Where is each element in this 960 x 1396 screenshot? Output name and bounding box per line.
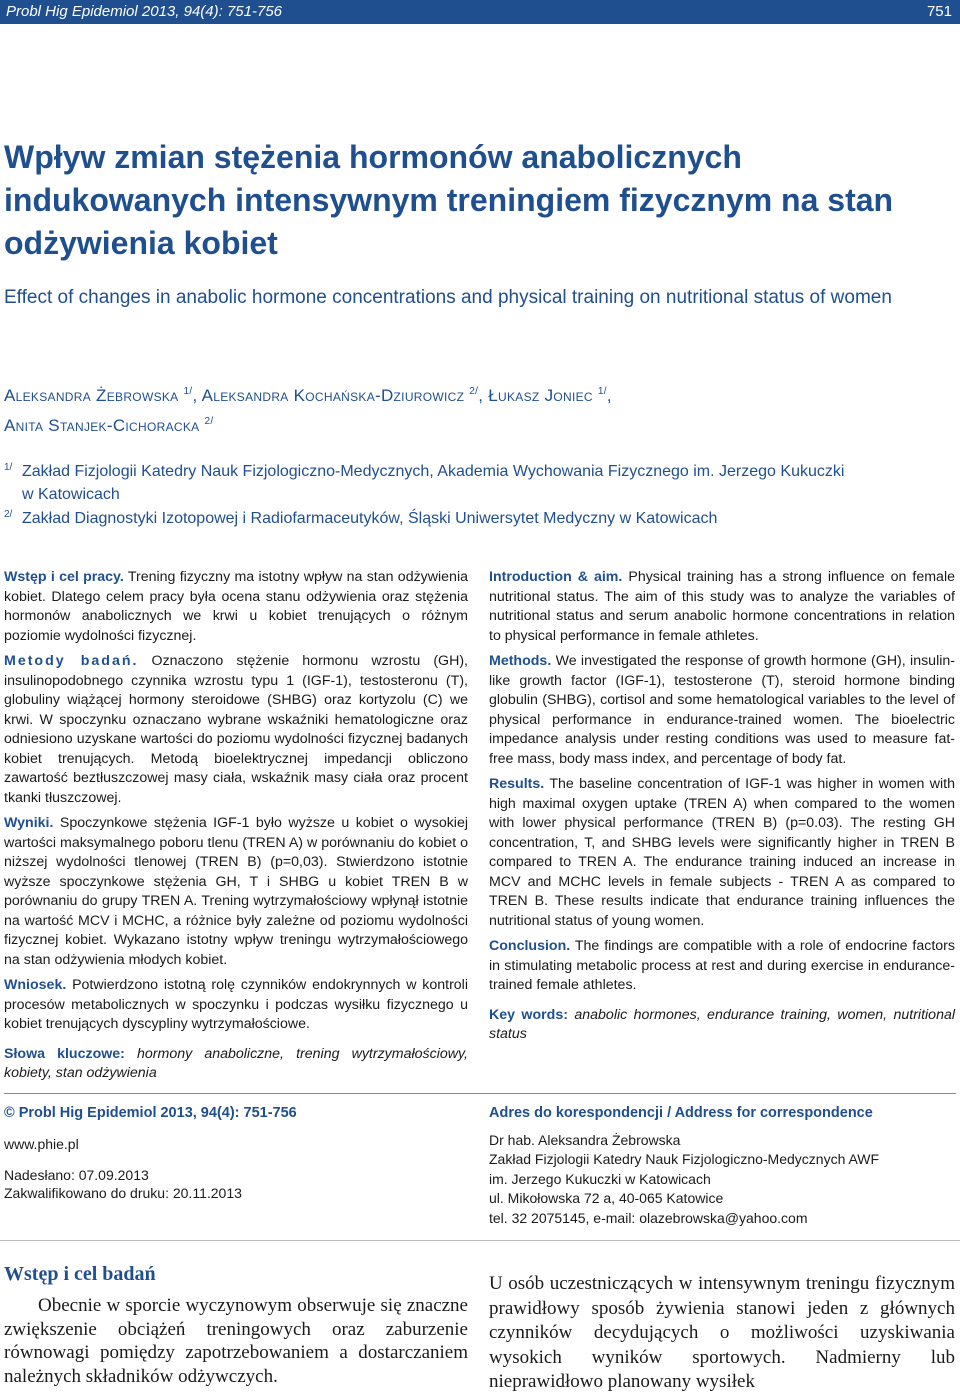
- keywords-label: Key words:: [489, 1006, 568, 1023]
- affiliation-1: [4, 460, 944, 506]
- section-text: Potwierdzono istotną rolę czynników endokrynnych w kontroli procesów metabolicznych w spoczynku i podczas wysiłku fizycznego u kobiet trenujących dyscypliny wytrzymałościowe.: [4, 977, 468, 1032]
- keywords: [4, 1045, 468, 1084]
- journal-header-bar: [0, 0, 960, 24]
- abstract-conclusion: [489, 937, 955, 996]
- section-text: Trening fizyczny ma istotny wpływ na stan odżywienia kobiet. Dlatego celem pracy była ocena stanu odżywienia oraz stężenia hormonów anabolicznych we krwi u kobiet trenujących o różnym poziomie wydolności fizycznej.: [4, 569, 468, 644]
- abstract-results: [489, 775, 955, 931]
- section-text: We investigated the response of growth hormone (GH), insulin-like growth factor (IGF-1), testosterone (T), steroid hormone binding globulin (SHBG), cortisol and some hematological variables to the level of physical performance in endurance-trained women. The bioelectric impedance analysis under resting conditions was used to measure fat-free mass, body mass index, and percentage of body fat.: [489, 653, 955, 767]
- section-text: Spoczynkowe stężenia IGF-1 było wyższe u kobiet o wysokiej wartości maksymalnego poboru tlenu (TREN A) w porównaniu do kobiet o niższej wydolności tlenowej (TREN B) (p=0,03). Stwierdzono istotnie wyższe spoczynkowe stężenia GH, T i SHBG u kobiet TREN B w porównaniu do grupy TREN A. Trening wytrzymałościowy wpłynął istotnie na wartość MCV i MCHC, a różnice były zależne od poziomu wydolności fizycznej kobiet. Wykazano istotny wpływ treningu wytrzymałościowego na stan odżywienia młodych kobiet.: [4, 815, 468, 968]
- body-paragraph: Obecnie w sporcie wyczynowym obserwuje się znaczne zwiększenie obciążeń treningowych oraz zaburzenie równowagi pomiędzy zapotrzebowaniem a dostarczaniem należnych składników odżywczych.: [4, 1295, 468, 1387]
- correspondence-contact: tel. 32 2075145, e-mail: olazebrowska@yahoo.com: [489, 1209, 808, 1226]
- submitted-date: Nadesłano: 07.09.2013: [4, 1167, 149, 1183]
- section-label: Metody badań.: [4, 653, 139, 669]
- keywords: [489, 1006, 955, 1045]
- affiliation-mark: 2/: [204, 416, 214, 427]
- body-column-left: [4, 1262, 468, 1388]
- abstract-conclusion: [4, 976, 468, 1035]
- affiliation-mark: 2/: [4, 509, 13, 520]
- author-name: Aleksandra Kochańska-Dziurowicz: [201, 386, 465, 405]
- author-name: Aleksandra Żebrowska: [4, 386, 179, 405]
- accepted-date: Zakwalifikowano do druku: 20.11.2013: [4, 1185, 242, 1201]
- correspondence-dept: Zakład Fizjologii Katedry Nauk Fizjologiczno-Medycznych AWF: [489, 1151, 880, 1167]
- affiliation-text: Zakład Diagnostyki Izotopowej i Radiofarmaceutyków, Śląski Uniwersytet Medyczny w Katowicach: [22, 510, 718, 527]
- divider: [0, 1240, 960, 1241]
- abstract-methods: [4, 652, 468, 808]
- section-label: Conclusion.: [489, 938, 571, 954]
- affiliation-mark: 1/: [183, 386, 193, 397]
- section-text: The baseline concentration of IGF-1 was higher in women with high maximal oxygen uptake (TREN A) when compared to the women with lower physical performance (TREN B) (p=0.03). The resting GH concentration, T, and SHBG levels were significantly higher in TREN B compared to TREN A. The endurance training induced an increase in MCV and MCHC levels in female subjects - TREN A as compared to TREN B. These results indicate that endurance training influences the nutritional status of young women.: [489, 776, 955, 929]
- citation: © Probl Hig Epidemiol 2013, 94(4): 751-756: [4, 1105, 297, 1121]
- abstract-intro: [489, 568, 955, 646]
- website-link[interactable]: www.phie.pl: [4, 1136, 79, 1152]
- affiliation-text: Zakład Fizjologii Katedry Nauk Fizjologiczno-Medycznych, Akademia Wychowania Fizycznego im. Jerzego Kukuczki: [22, 463, 845, 480]
- section-text: Physical training has a strong influence on female nutritional status. The aim of this study was to analyze the variables of nutritional status and serum anabolic hormone concentrations in relation to physical performance in female athletes.: [489, 569, 955, 644]
- keywords-text: hormony anaboliczne, trening wytrzymałościowy, kobiety, stan odżywienia: [4, 1045, 468, 1081]
- affiliation-2: [4, 507, 944, 530]
- affiliation-mark: 1/: [4, 462, 13, 473]
- author-list: Aleksandra Żebrowska $^{1/}$, Aleksandra Kochańska-Dziurowicz $^{2/}$, Łukasz Joniec $^{1/}$, Anita Stanjek-Cichoracka $^{2/}$: [4, 386, 612, 435]
- section-text: Oznaczono stężenie hormonu wzrostu (GH), insulinopodobnego czynnika wzrostu typu 1 (IGF-1), testosteronu (T), globuliny wiążącej hormony steroidowe (SHBG) oraz kortyzolu (C) we krwi. W spoczynku oznaczano wybrane wskaźniki hematologiczne oraz odniesiono uzyskane wartości do poziomu wydolności fizycznej badanych kobiet trenujących. Metodą bioelektrycznej impedancji obliczono zawartość beztłuszczowej masy ciała, wskaźnik masy ciała oraz procent tkanki tłuszczowej.: [4, 653, 468, 806]
- correspondence-address: [489, 1104, 955, 1228]
- title-english: Effect of changes in anabolic hormone concentrations and physical training on nutritional status of women: [4, 287, 892, 308]
- section-label: Wniosek.: [4, 977, 67, 993]
- correspondence-name: Dr hab. Aleksandra Żebrowska: [489, 1131, 681, 1148]
- section-heading: Wstęp i cel badań: [4, 1263, 156, 1285]
- abstract-methods: [489, 652, 955, 769]
- author-name: Łukasz Joniec: [488, 386, 593, 405]
- affiliation-mark: 2/: [469, 386, 479, 397]
- body-paragraph: U osób uczestniczących w intensywnym treningu fizycznym prawidłowy sposób żywienia stanowi jeden z głównych czynników decydujących o możliwości uzyskiwania wysokich wyników sportowych. Nadmierny lub nieprawidłowo planowany wysiłek: [489, 1273, 955, 1392]
- title-polish: Wpływ zmian stężenia hormonów anabolicznych indukowanych intensywnym treningiem fizycznym na stan odżywienia kobiet: [4, 139, 894, 261]
- correspondence-heading: Adres do korespondencji / Address for correspondence: [489, 1105, 873, 1121]
- body-column-right: [489, 1272, 955, 1395]
- abstract-intro: [4, 568, 468, 646]
- page-number: 751: [926, 3, 952, 20]
- section-label: Wyniki.: [4, 815, 54, 831]
- article-meta: [4, 1104, 464, 1202]
- keywords-label: Słowa kluczowe:: [4, 1045, 125, 1062]
- section-text: The findings are compatible with a role of endocrine factors in stimulating metabolic process at rest and during exercise in endurance-trained female athletes.: [489, 938, 955, 993]
- divider: [4, 1093, 956, 1094]
- abstract-english: [489, 568, 955, 1051]
- section-label: Introduction & aim.: [489, 569, 623, 585]
- affiliation-mark: 1/: [597, 386, 607, 397]
- correspondence-inst: im. Jerzego Kukuczki w Katowicach: [489, 1170, 711, 1187]
- section-label: Methods.: [489, 653, 552, 669]
- correspondence-street: ul. Mikołowska 72 a, 40-065 Katowice: [489, 1190, 724, 1206]
- journal-citation: Probl Hig Epidemiol 2013, 94(4): 751-756: [6, 3, 282, 20]
- affiliation-text-cont: w Katowicach: [22, 486, 120, 503]
- author-name: Anita Stanjek-Cichoracka: [4, 416, 200, 435]
- abstract-results: [4, 814, 468, 970]
- section-label: Results.: [489, 776, 545, 792]
- section-label: Wstęp i cel pracy.: [4, 569, 124, 585]
- keywords-text: anabolic hormones, endurance training, women, nutritional status: [489, 1006, 956, 1042]
- abstract-polish: [4, 568, 468, 1090]
